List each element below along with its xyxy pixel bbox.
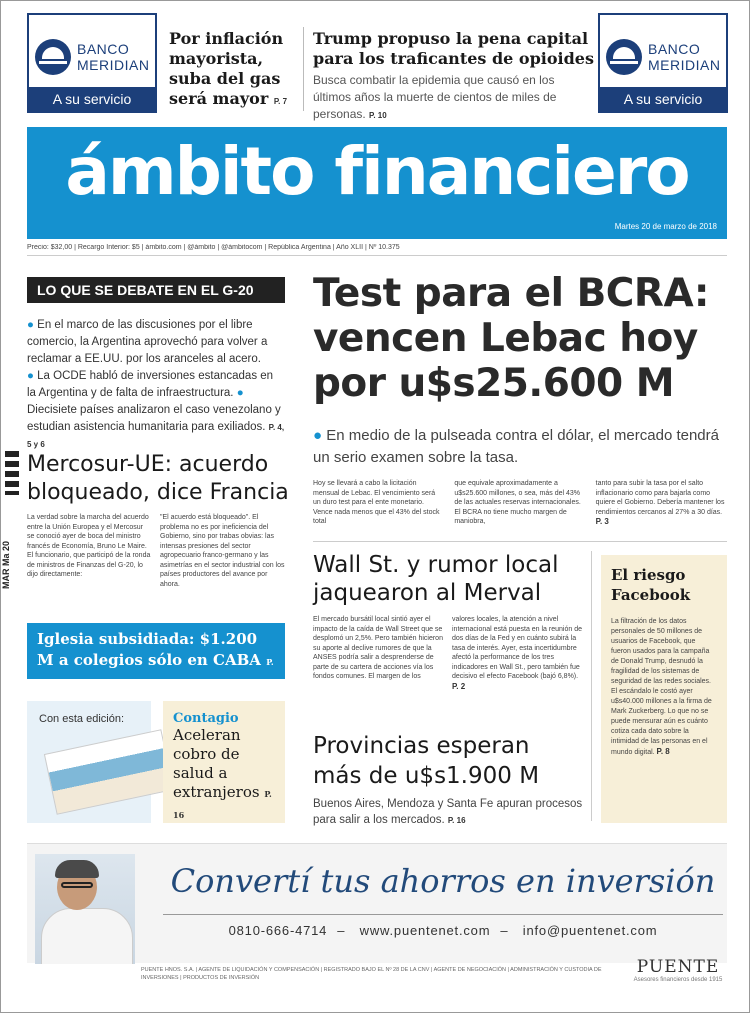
- teaser-trump-text: Busca combatir la epidemia que causó en los últimos años la muerte de cientos de miles de personas.: [313, 73, 557, 121]
- iglesia-teaser[interactable]: [27, 623, 285, 690]
- teaser-inflation-page: P. 7: [273, 97, 288, 106]
- divider: [591, 551, 592, 821]
- contagio-page: P. 16: [173, 789, 272, 820]
- bank-ad-left[interactable]: [27, 13, 157, 113]
- g20-bullet-2: La OCDE habló de inversiones estancadas en la Argentina y de falta de infraestructura.: [27, 370, 274, 399]
- bank-ad-right[interactable]: [598, 13, 728, 113]
- edition-label: Con esta edición:: [39, 713, 124, 725]
- wall-page: P. 2: [452, 681, 466, 691]
- lead-col-3-wrap: [596, 479, 727, 528]
- person-hair: [55, 860, 99, 878]
- bank-logo: [29, 15, 155, 83]
- wall-col-1: El mercado bursátil local sintió ayer el impacto de la caída de Wall Street que se desplomó un 2,5%. Pero también hicieron su aporte al declive rumores de que la ANSES podría salir a desprenderse de parte de su cartera de acciones vía los fondos comunes. El margen de los: [313, 616, 443, 680]
- bank-name: [77, 41, 149, 73]
- lead-body: [313, 479, 727, 528]
- bullet-icon: ●: [27, 319, 34, 331]
- bank-name: [648, 41, 720, 73]
- contagio-box[interactable]: [163, 701, 285, 823]
- bank-name-line1: BANCO: [77, 41, 130, 57]
- mercosur-col-2: "El acuerdo está bloqueado". El problema no es por ineficiencia del Gobierno, sino por trabas obvias: las intensas presiones del sector agropecuario franco-germano y las asimetrías en el sector industrial con los países productores del avance por ahora.: [160, 514, 285, 588]
- lead-col-3: tanto para subir la tasa por el salto inflacionario como para bajarla como quiere el Gobierno. Debería mantener los rendimientos cercanos al 27% a 30 días.: [595, 480, 725, 516]
- g20-page: P. 4, 5 y 6: [27, 423, 285, 449]
- bullet-icon: ●: [27, 370, 34, 382]
- facebook-risk-headline: El riesgo Facebook: [611, 566, 691, 604]
- g20-bullets[interactable]: [27, 317, 285, 453]
- teaser-trump-page: P. 10: [369, 111, 387, 120]
- ad-slogan: Convertí tus ahorros en inversión: [170, 862, 716, 900]
- bank-emblem-icon: [606, 39, 642, 75]
- edition-supplement[interactable]: [27, 701, 151, 823]
- bank-name-line2: MERIDIAN: [648, 57, 721, 73]
- bank-name-line1: BANCO: [648, 41, 701, 57]
- divider: [303, 27, 304, 111]
- provinces-subhead-wrap: [313, 796, 583, 829]
- puente-brand: [633, 957, 723, 983]
- mercosur-headline[interactable]: Mercosur-UE: acuerdo bloqueado, dice Francia: [27, 452, 289, 505]
- contagio-kicker: Contagio: [173, 711, 239, 726]
- lead-subhead: [313, 425, 727, 469]
- g20-bullet-3: Diecisiete países analizaron el caso venezolano y estudian asistencia humanitaria para exiliados.: [27, 404, 281, 433]
- facebook-risk-page: P. 8: [656, 747, 670, 756]
- iglesia-page: P. 12: [37, 657, 274, 690]
- bullet-icon: ●: [236, 387, 244, 399]
- wall-col-2: valores locales, la atención a nivel internacional está puesta en la reunión de dos días de la Fed y en cuánto subirá la tasa de interés. Ayer, esta incertidumbre afectó la performance de los tres indicadores en Wall St., pero también fue decisivo el efecto Facebook (bajó 6,8%).: [452, 616, 582, 680]
- divider: [313, 541, 727, 542]
- brand-sub: Asesores financieros desde 1915: [633, 977, 723, 983]
- contagio-headline-wrap: [173, 726, 275, 825]
- provinces-page: P. 16: [447, 816, 466, 825]
- info-bar: Precio: $32,00 | Recargo Interior: $5 | ámbito.com | @ámbito | @ámbitocom | República Argentina | Año XLII | Nº 10.375: [27, 244, 727, 256]
- ad-web[interactable]: www.puentenet.com: [359, 923, 491, 938]
- contagio-headline: Aceleran cobro de salud a extranjeros: [173, 726, 260, 801]
- wall-street-headline[interactable]: Wall St. y rumor local jaquearon al Merval: [313, 552, 559, 606]
- facebook-risk-body-wrap: [611, 617, 717, 758]
- bank-name-line2: MERIDIAN: [77, 57, 150, 73]
- ad-phone[interactable]: 0810-666-4714: [228, 923, 328, 938]
- lead-col-1: Hoy se llevará a cabo la licitación mensual de Lebac. El vencimiento será un duro test para el ente monetario. Vence nada menos que el 43% del stock total: [313, 480, 440, 525]
- advertisement-person-image: [35, 854, 135, 964]
- g20-section-heading: LO QUE SE DEBATE EN EL G-20: [27, 277, 285, 303]
- lead-headline[interactable]: Test para el BCRA: vencen Lebac hoy por u$s25.600 M: [313, 271, 709, 406]
- teaser-trump-description: [313, 72, 595, 124]
- bank-emblem-icon: [35, 39, 71, 75]
- ad-legal-footer: PUENTE HNOS. S.A. | AGENTE DE LIQUIDACIÓN Y COMPENSACIÓN | REGISTRADO BAJO EL Nº 28 DE LA CNV | AGENTE DE NEGOCIACIÓN | ADMINISTRACIÓN Y CUSTODIA DE INVERSIONES | PRODUCTOS DE INVERSIÓN: [141, 967, 602, 981]
- facebook-risk-body: La filtración de los datos personales de 50 millones de usuarios de Facebook, que fueron usados para la campaña de Donald Trump, desnudó la fragilidad de los sistemas de seguridad de las redes sociales. El escándalo le costó ayer u$s40.000 millones a la firma de Mark Zuckerberg. Lo que no se puede mensurar aún es cuánto cotiza cada dato sobre la intimidad de las personas en el mundo digital.: [611, 618, 712, 756]
- lead-subhead-text: En medio de la pulseada contra el dólar, el mercado tendrá un serio examen sobre la tasa.: [313, 427, 719, 466]
- masthead: [27, 127, 727, 239]
- ad-email[interactable]: info@puentenet.com: [522, 923, 658, 938]
- mercosur-body: [27, 513, 285, 589]
- bank-tagline: A su servicio: [29, 87, 155, 111]
- provinces-headline[interactable]: Provincias esperan más de u$s1.900 M: [313, 733, 540, 789]
- teaser-inflation-headline: Por inflación mayorista, suba del gas será mayor: [169, 29, 284, 108]
- glasses-icon: [61, 882, 93, 888]
- g20-bullet-1: En el marco de las discusiones por el libre comercio, la Argentina aprovechó para volver a reclamar a EE.UU. por los aranceles al acero.: [27, 319, 268, 365]
- person-body: [41, 908, 133, 964]
- side-marker-icon: [5, 451, 19, 495]
- puente-ad[interactable]: [27, 843, 727, 963]
- bank-logo: [600, 15, 726, 83]
- wall-street-body: [313, 615, 583, 692]
- wall-col-2-wrap: [452, 615, 583, 692]
- ad-contacts: 0810-666-4714 – www.puentenet.com – info@puentenet.com: [163, 914, 723, 938]
- brand-name: PUENTE: [636, 957, 720, 977]
- teaser-inflation[interactable]: [169, 29, 294, 112]
- masthead-title: ámbito financiero: [65, 133, 689, 210]
- magazine-cover-image: [44, 729, 174, 815]
- mercosur-col-1: La verdad sobre la marcha del acuerdo entre la Unión Europea y el Mercosur se conoció ayer de boca del ministro francés de Economía, Bruno Le Maire. El funcionario, que participó de la ronda de ministros de Finanzas del G-20, lo dijo directamente:: [27, 514, 151, 578]
- teaser-trump-headline: Trump propuso la pena capital para los traficantes de opioides: [313, 29, 594, 68]
- side-date: MAR Ma 20: [1, 541, 11, 590]
- lead-page: P. 3: [595, 517, 609, 526]
- facebook-risk-box[interactable]: [601, 555, 727, 823]
- lead-col-2: que equivale aproximadamente a u$s25.600 millones, o sea, más del 43% de las actuales reservas internacionales. El BCRA no tiene mucho margen de maniobra,: [454, 480, 581, 525]
- bullet-icon: ●: [313, 427, 323, 444]
- bank-tagline: A su servicio: [600, 87, 726, 111]
- iglesia-headline: Iglesia subsidiada: $1.200 M a colegios sólo en CABA: [37, 630, 261, 669]
- masthead-date: Martes 20 de marzo de 2018: [614, 222, 717, 231]
- teaser-trump[interactable]: [313, 29, 595, 124]
- provinces-subhead: Buenos Aires, Mendoza y Santa Fe apuran procesos para salir a los mercados.: [313, 798, 583, 826]
